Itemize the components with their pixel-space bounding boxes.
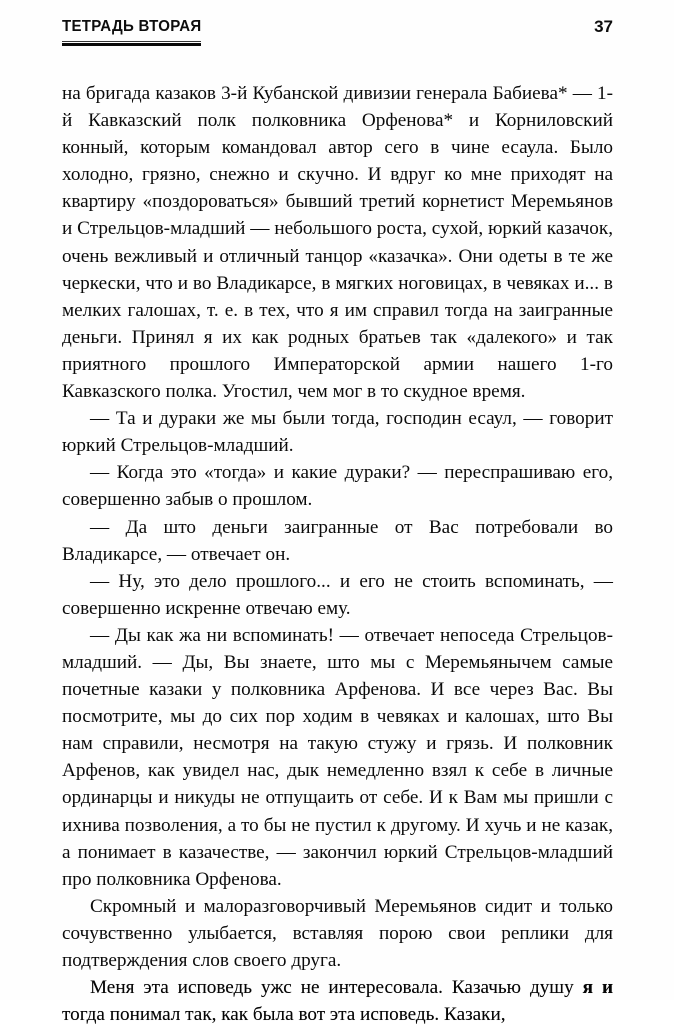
paragraph-dialogue-5: — Ды как жа ни вспоминать! — отвечает непоседа Стрельцов-младший. — Ды, Вы знаете, што мы с Меремьянычем самые почетные казаки у полковника Арфенова. И все через Вас. Вы посмотрите, мы до сих пор ходим в чевяках и калошах, што Вы нам справили, несмотря на такую стужу и грязь. И полковник Арфенов, как увидел нас, дык немедленно взял к себе в личные ординарцы и никуды не отпущаить от себе. И к Вам мы пришли с ихнива позволения, а то бы не пустил к другому. И хучь и не казак, а понимает в казачестве, — закончил юркий Стрельцов-младший про полковника Орфенова. [62,624,613,890]
confession-text-lead: Меня эта исповедь ужс не интересовала. Казачью душу [90,977,583,999]
paragraph-continuation: на бригада казаков 3-й Кубанской дивизии генерала Бабиева* — 1-й Кавказский полк полковника Орфенова* и Корниловский конный, которым командовал автор сего в чине есаула. Было холодно, грязно, снежно и скучно. И вдруг ко мне приходят на квартиру «поздороваться» бывший третий корнетист Меремьянов и Стрельцов-младший — небольшого роста, сухой, юркий казачок, очень вежливый и отличный танцор «казачка». Они одеты в те же черкески, что и во Владикарсе, в мягких ноговицах, в чевяках и... в мелких галошах, т. е. в тех, что я им справил тогда на заигранные деньги. Принял я их как родных братьев так «далекого» и так приятного прошлого Императорской армии нашего 1-го Кавказского полка. Угостил, чем мог в то скудное время. [62,83,613,403]
body-text-block [62,80,613,1028]
confession-text-emphasis: я и [582,977,614,999]
paragraph-dialogue-4: — Ну, это дело прошлого... и его не стоить вспоминать, — совершенно искренне отвечаю ему. [62,570,613,619]
page-number: 37 [594,17,613,36]
paragraph-dialogue-3: — Да што деньги заигранные от Вас потребовали во Владикарсе, — отвечает он. [62,516,613,565]
paragraph-confession [62,974,613,1028]
paragraph-dialogue-2: — Когда это «тогда» и какие дураки? — переспрашиваю его, совершенно забыв о прошлом. [62,462,613,511]
confession-text-tail: тогда понимал так, как была вот эта исповедь. Казаки, [62,1004,506,1026]
paragraph-meremyanov: Скромный и малоразговорчивый Меремьянов сидит и только сочувственно улыбается, вставляя порою свои реплики для подтверждения слов своего друга. [62,895,613,971]
paragraph-dialogue-1: — Та и дураки же мы были тогда, господин есаул, — говорит юркий Стрельцов-младший. [62,408,613,457]
header-double-rule [62,41,201,46]
header-rule-thin [62,41,201,42]
running-head [62,18,613,52]
running-head-title: ТЕТРАДЬ ВТОРАЯ [62,18,202,35]
header-rule-thick [62,43,201,46]
